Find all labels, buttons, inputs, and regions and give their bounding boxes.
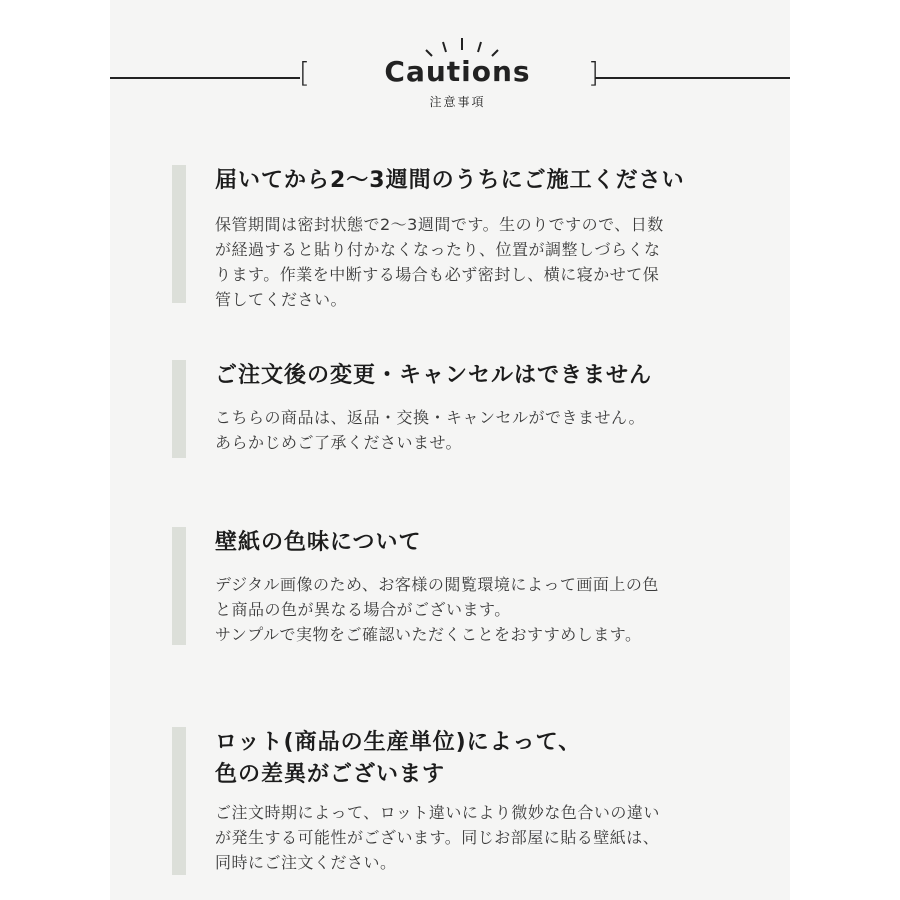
bracket-left: [	[299, 56, 310, 89]
caution-section-4	[172, 727, 752, 877]
accent-bar	[172, 527, 186, 645]
section-title: 届いてから2〜3週間のうちにご施工ください	[215, 168, 685, 193]
header	[110, 20, 790, 120]
caution-section-3	[172, 527, 752, 647]
page-subtitle: 注意事項	[429, 95, 486, 109]
caution-section-2	[172, 360, 752, 460]
bracket-right: ]	[588, 56, 599, 89]
accent-bar	[172, 165, 186, 303]
section-body: デジタル画像のため、お客様の閲覧環境によって画面上の色 と商品の色が異なる場合がございます。 サンプルで実物をご確認いただくことをおすすめします。	[215, 575, 659, 644]
accent-bar	[172, 727, 186, 875]
caution-section-1	[172, 165, 752, 309]
accent-bar	[172, 360, 186, 458]
section-title: ロット(商品の生産単位)によって、 色の差異がございます	[215, 730, 582, 787]
header-rule-right	[595, 77, 790, 79]
header-rule-left	[110, 77, 300, 79]
section-body: ご注文時期によって、ロット違いにより微妙な色合いの違い が発生する可能性がございます。同じお部屋に貼る壁紙は、 同時にご注文ください。	[215, 803, 660, 872]
section-title: ご注文後の変更・キャンセルはできません	[215, 363, 653, 388]
page-title: Cautions	[384, 55, 531, 88]
section-title: 壁紙の色味について	[215, 530, 422, 555]
section-body: こちらの商品は、返品・交換・キャンセルができません。 あらかじめご了承くださいませ。	[215, 408, 645, 452]
section-body: 保管期間は密封状態で2〜3週間です。生のりですので、日数 が経過すると貼り付かなくなったり、位置が調整しづらくな ります。作業を中断する場合も必ず密封し、横に寝かせて保 管してください。	[215, 215, 664, 309]
